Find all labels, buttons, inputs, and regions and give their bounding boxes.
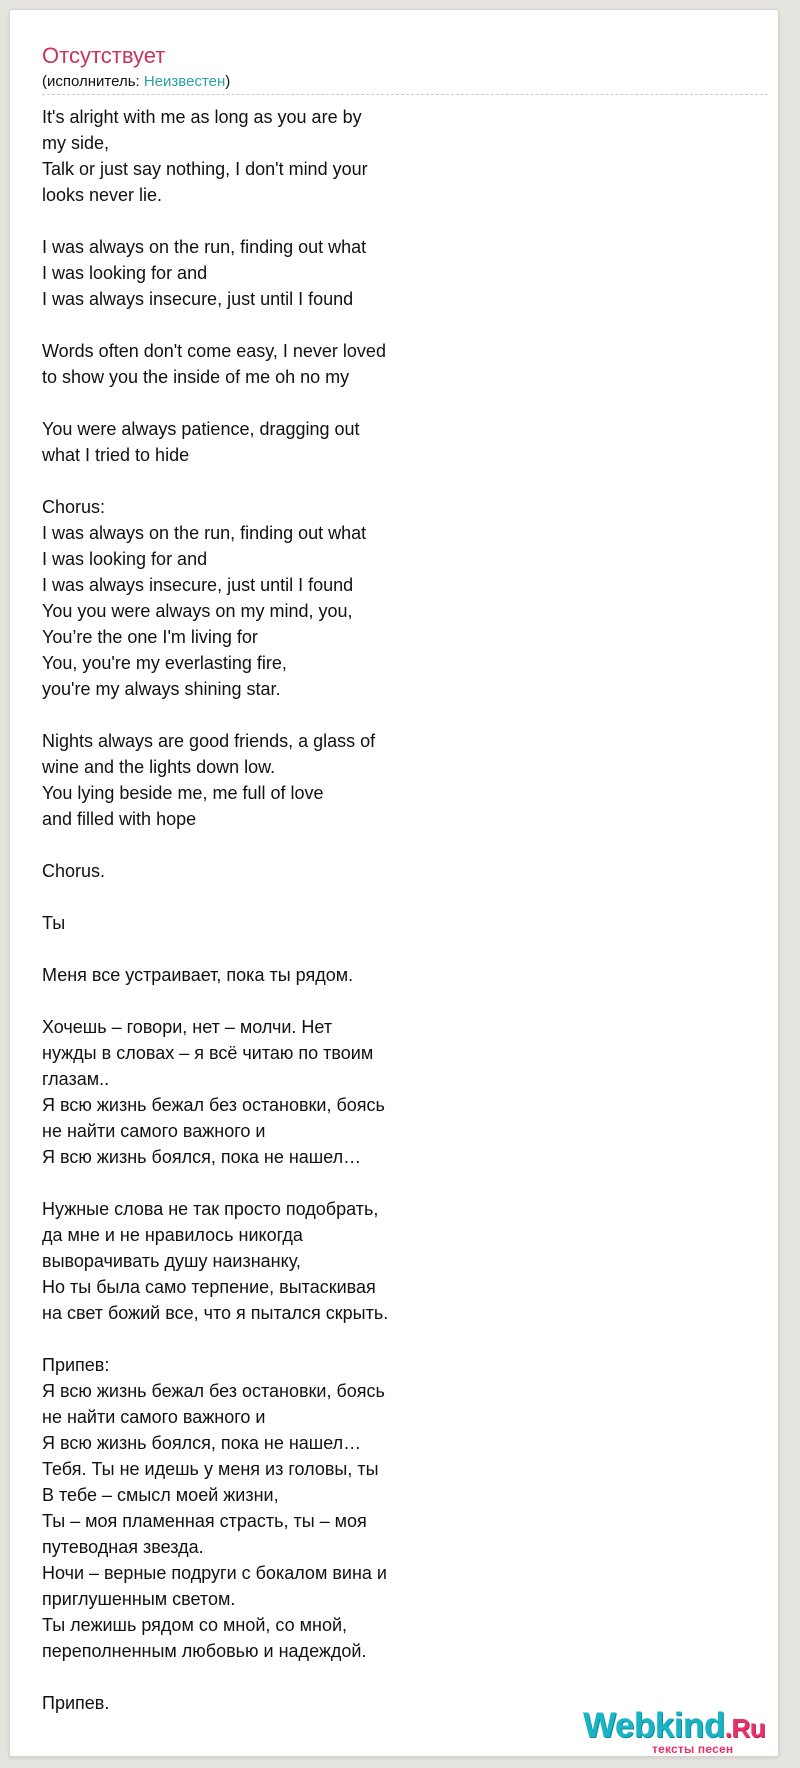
lyrics-line: It's alright with me as long as you are by — [42, 107, 362, 127]
lyrics-line: You’re the one I'm living for — [42, 627, 258, 647]
lyrics-line: Ты — [42, 913, 66, 933]
lyrics-line: to show you the inside of me oh no my — [42, 367, 350, 387]
lyrics-line: You lying beside me, me full of love — [42, 783, 324, 803]
lyrics-line: Но ты была само терпение, вытаскивая — [42, 1277, 376, 1297]
song-title: Отсутствует — [42, 43, 166, 68]
lyrics-line: Я всю жизнь боялся, пока не нашел… — [42, 1433, 362, 1453]
lyrics-line: не найти самого важного и — [42, 1407, 266, 1427]
webkind-logo[interactable] — [583, 1706, 778, 1756]
lyrics-stanza — [42, 962, 662, 988]
artist-suffix: ) — [225, 73, 231, 90]
lyrics-line: не найти самого важного и — [42, 1121, 266, 1141]
lyrics-line: да мне и не нравилось никогда — [42, 1225, 303, 1245]
lyrics-line: and filled with hope — [42, 809, 197, 829]
lyrics-line: You, you're my everlasting fire, — [42, 653, 287, 673]
lyrics-line: В тебе – смысл моей жизни, — [42, 1485, 279, 1505]
lyrics-line: нужды в словах – я всё читаю по твоим — [42, 1043, 374, 1063]
lyrics-line: I was always on the run, finding out what — [42, 237, 367, 257]
lyrics-line: глазам.. — [42, 1069, 110, 1089]
lyrics-line: I was looking for and — [42, 263, 208, 283]
lyrics-line: I was looking for and — [42, 549, 208, 569]
artist-link[interactable]: Неизвестен — [143, 73, 226, 90]
lyrics-line: Нужные слова не так просто подобрать, — [42, 1199, 379, 1219]
lyrics-line: выворачивать душу наизнанку, — [42, 1251, 301, 1271]
lyrics-line: Я всю жизнь бежал без остановки, боясь — [42, 1095, 385, 1115]
lyrics-line: Ты – моя пламенная страсть, ты – моя — [42, 1511, 367, 1531]
lyrics-line: Я всю жизнь бежал без остановки, боясь — [42, 1381, 385, 1401]
lyrics-line: my side, — [42, 133, 110, 153]
lyrics-stanza — [42, 1196, 662, 1326]
lyrics-line: you're my always shining star. — [42, 679, 281, 699]
lyrics-line: Хочешь – говори, нет – молчи. Нет — [42, 1017, 333, 1037]
lyrics-stanza — [42, 104, 662, 208]
logo-name: Webkind — [583, 1706, 725, 1745]
artist-prefix: (исполнитель: — [42, 73, 144, 90]
lyrics-stanza — [42, 1014, 662, 1170]
lyrics-line: I was always insecure, just until I found — [42, 289, 354, 309]
lyrics-text — [42, 104, 662, 1742]
lyrics-stanza — [42, 858, 662, 884]
lyrics-line: looks never lie. — [42, 185, 163, 205]
lyrics-line: Припев: — [42, 1355, 110, 1375]
lyrics-line: Chorus. — [42, 861, 106, 881]
lyrics-line: Chorus: — [42, 497, 106, 517]
lyrics-stanza — [42, 416, 662, 468]
lyrics-line: Припев. — [42, 1693, 110, 1713]
lyrics-line: Я всю жизнь боялся, пока не нашел… — [42, 1147, 362, 1167]
lyrics-stanza — [42, 1352, 662, 1664]
logo-tld: .Ru — [724, 1713, 766, 1743]
lyrics-line: Ночи – верные подруги с бокалом вина и — [42, 1563, 387, 1583]
lyrics-stanza — [42, 728, 662, 832]
lyrics-stanza — [42, 494, 662, 702]
artist-line — [42, 73, 230, 91]
lyrics-stanza — [42, 910, 662, 936]
lyrics-line: на свет божий все, что я пытался скрыть. — [42, 1303, 389, 1323]
lyrics-line: Words often don't come easy, I never loved — [42, 341, 386, 361]
lyrics-line: переполненным любовью и надеждой. — [42, 1641, 367, 1661]
lyrics-line: wine and the lights down low. — [42, 757, 276, 777]
lyrics-card — [9, 9, 779, 1757]
lyrics-line: Talk or just say nothing, I don't mind your — [42, 159, 368, 179]
lyrics-line: Nights always are good friends, a glass of — [42, 731, 376, 751]
lyrics-line: You were always patience, dragging out — [42, 419, 360, 439]
lyrics-line: путеводная звезда. — [42, 1537, 204, 1557]
lyrics-line: Меня все устраивает, пока ты рядом. — [42, 965, 354, 985]
lyrics-line: You you were always on my mind, you, — [42, 601, 353, 621]
lyrics-line: Ты лежишь рядом со мной, со мной, — [42, 1615, 348, 1635]
title-divider — [42, 94, 768, 95]
lyrics-stanza — [42, 234, 662, 312]
lyrics-stanza — [42, 1690, 662, 1716]
lyrics-line: I was always insecure, just until I found — [42, 575, 354, 595]
lyrics-line: приглушенным светом. — [42, 1589, 236, 1609]
lyrics-line: I was always on the run, finding out what — [42, 523, 367, 543]
logo-tagline: тексты песен — [652, 1742, 734, 1756]
lyrics-stanza — [42, 338, 662, 390]
lyrics-line: what I tried to hide — [42, 445, 190, 465]
lyrics-line: Тебя. Ты не идешь у меня из головы, ты — [42, 1459, 379, 1479]
